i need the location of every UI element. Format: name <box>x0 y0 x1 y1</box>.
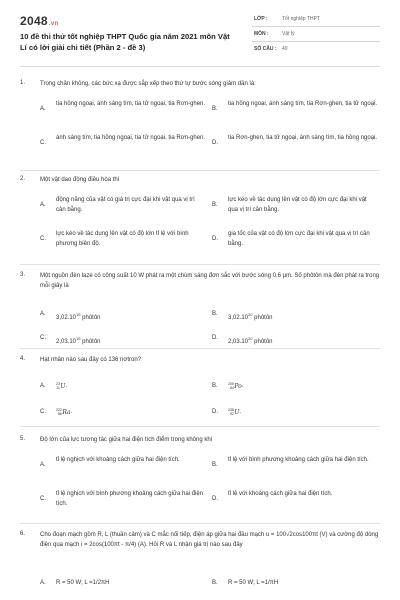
question-divider <box>20 264 380 265</box>
option-text: động năng của vật có giá trị cực đại khi vật qua vị trí cân bằng. <box>56 197 195 213</box>
option-text: lực kéo về tác dụng lên vật có độ lớn tỉ lệ với bình phương biên độ. <box>56 231 189 247</box>
option-unit: phôtôn <box>254 315 273 321</box>
option-letter: A. <box>40 106 46 112</box>
mass-number: 238 <box>228 408 234 413</box>
option-letter: C. <box>40 496 46 502</box>
logo-suffix: .vn <box>48 21 59 27</box>
option-letter: C. <box>40 236 46 242</box>
nuclide-formula <box>56 408 206 418</box>
page-title: 10 đề thi thử tốt nghiệp THPT Quốc gia năm 2021 môn Vật Lí có lời giải chi tiết (Phần 2 - đề 3) <box>20 32 230 52</box>
site-logo[interactable] <box>20 14 58 28</box>
option-letter: B. <box>212 106 218 112</box>
exam-meta-table <box>252 12 380 56</box>
option-letter: B. <box>212 383 218 389</box>
atomic-number: 86 <box>57 411 62 416</box>
option-text: ánh sáng tím, tia hồng ngoại, tia tử ngoại, tia Rơn-ghen. <box>56 135 206 141</box>
question-stem: Độ lớn của lực tương tác giữa hai điện tích điểm trong không khí <box>40 437 213 443</box>
option-letter: B. <box>212 311 218 317</box>
option-letter: D. <box>212 409 218 415</box>
option-text <box>56 310 206 324</box>
question-number: 4. <box>20 356 26 362</box>
meta-key: SỐ CÂU : <box>254 46 277 52</box>
option-letter: A. <box>40 580 46 586</box>
meta-row-class <box>252 12 380 27</box>
option-text <box>56 334 206 348</box>
question-stem: Một nguồn đèn laze có công suất 10 W phát ra một chùm sáng đơn sắc với bước sóng 0,6 μm. Số phôtôn mà đèn phát ra trong mỗi giây là <box>40 273 380 289</box>
element-symbol: U <box>234 409 240 416</box>
option-letter: C. <box>40 140 46 146</box>
option-text <box>228 310 378 324</box>
option-unit: phôtôn <box>82 315 101 321</box>
mass-number: 23 <box>56 382 60 387</box>
nuclide-formula <box>228 408 378 418</box>
nuclide-formula <box>56 382 206 392</box>
formula-tail: . <box>241 383 244 389</box>
option-exponent: 20 <box>248 336 253 341</box>
option-unit: phôtôn <box>254 339 273 345</box>
option-letter: C. <box>40 409 46 415</box>
option-base: 3,02.10 <box>56 315 77 321</box>
question-3 <box>20 272 382 352</box>
option-exponent: 19 <box>76 336 81 341</box>
question-number: 5. <box>20 436 26 442</box>
meta-value: 40 <box>282 46 288 52</box>
atomic-number: 11 <box>56 385 60 390</box>
option-text: R = 50 W; L =1/2πH <box>56 580 110 586</box>
option-letter: D. <box>212 335 218 341</box>
option-base: 2,03.10 <box>56 339 77 345</box>
meta-value: Vật lý <box>282 31 295 37</box>
element-symbol: Po <box>234 383 242 390</box>
meta-row-count <box>252 42 380 56</box>
question-divider <box>20 426 380 427</box>
option-text: tia hồng ngoại, ánh sáng tím, tia Rơn-ghen, tia tử ngoại. <box>228 101 378 107</box>
meta-key: LỚP : <box>254 16 268 22</box>
option-letter: B. <box>212 462 218 468</box>
question-divider <box>20 170 380 171</box>
meta-key: MÔN : <box>254 31 269 37</box>
question-4 <box>20 356 382 426</box>
question-number: 2. <box>20 176 26 182</box>
option-base: 3,02.10 <box>228 315 249 321</box>
question-stem: Cho đoạn mạch gồm R, L (thuần cảm) và C mắc nối tiếp, điện áp giữa hai đầu mạch u = 100√2cos100πt (V) và cường độ dòng điện qua mạch i = 2cos(100πt - π/4) (A). Hỏi R và L nhận giá trị nào sau đây <box>40 532 379 548</box>
question-stem: Một vật dao động điều hòa thì <box>40 177 120 183</box>
option-letter: D. <box>212 496 218 502</box>
header-divider <box>20 66 380 67</box>
option-text: tỉ lệ nghịch với bình phương khoảng cách giữa hai điện tích. <box>56 491 203 507</box>
atomic-number: 92 <box>229 411 234 416</box>
option-exponent: 19 <box>76 312 81 317</box>
option-text: lực kéo về tác dụng lên vật có độ lớn cực đại khi vật qua vị trí cân bằng. <box>228 197 367 213</box>
element-symbol: U <box>60 383 66 390</box>
meta-row-subject <box>252 27 380 42</box>
question-6 <box>20 531 382 597</box>
question-divider <box>20 523 380 524</box>
nuclide-formula <box>228 382 378 392</box>
question-number: 1. <box>20 80 26 86</box>
question-stem: Hạt nhân nào sau đây có 136 nơtron? <box>40 357 142 363</box>
option-text: gia tốc của vật có độ lớn cực đại khi vật qua vị trí cân bằng. <box>228 231 370 247</box>
formula-tail: . <box>65 383 68 389</box>
option-text: R = 50 W; L =1/πH <box>228 580 279 586</box>
meta-value: Tốt nghiệp THPT <box>282 16 320 22</box>
option-text <box>228 334 378 348</box>
option-letter: B. <box>212 580 218 586</box>
option-letter: A. <box>40 462 46 468</box>
atomic-number: 84 <box>229 385 234 390</box>
question-number: 3. <box>20 272 26 278</box>
question-2 <box>20 176 382 262</box>
option-letter: D. <box>212 140 218 146</box>
option-letter: A. <box>40 383 46 389</box>
formula-tail: . <box>239 409 242 415</box>
question-divider <box>20 348 380 349</box>
formula-tail: . <box>70 409 73 415</box>
option-letter: D. <box>212 236 218 242</box>
question-1 <box>20 80 382 166</box>
question-5 <box>20 436 382 520</box>
option-exponent: 20 <box>248 312 253 317</box>
mass-number: 222 <box>56 408 62 413</box>
question-stem: Trong chân không, các bức xạ được sắp xếp theo thứ tự bước sóng giảm dần là: <box>40 81 256 87</box>
option-text: tia hồng ngoại, ánh sáng tím, tia tử ngoại, tia Rơn-ghen. <box>56 101 206 107</box>
option-text: tỉ lệ với khoảng cách giữa hai điện tích. <box>228 491 333 497</box>
option-letter: A. <box>40 202 46 208</box>
logo-text: 2048 <box>20 14 48 28</box>
question-number: 6. <box>20 531 26 537</box>
option-base: 2,03.10 <box>228 339 249 345</box>
option-letter: C. <box>40 335 46 341</box>
option-letter: B. <box>212 202 218 208</box>
option-letter: A. <box>40 311 46 317</box>
option-text: tỉ lệ nghịch với khoảng cách giữa hai điện tích. <box>56 457 180 463</box>
option-text: tia Rơn-ghen, tia tử ngoại, ánh sáng tím, tia hồng ngoại. <box>228 135 378 141</box>
option-text: tỉ lệ với bình phương khoảng cách giữa hai điện tích. <box>228 457 369 463</box>
element-symbol: Ra <box>62 409 71 416</box>
option-unit: phôtôn <box>82 339 101 345</box>
mass-number: 209 <box>228 382 234 387</box>
